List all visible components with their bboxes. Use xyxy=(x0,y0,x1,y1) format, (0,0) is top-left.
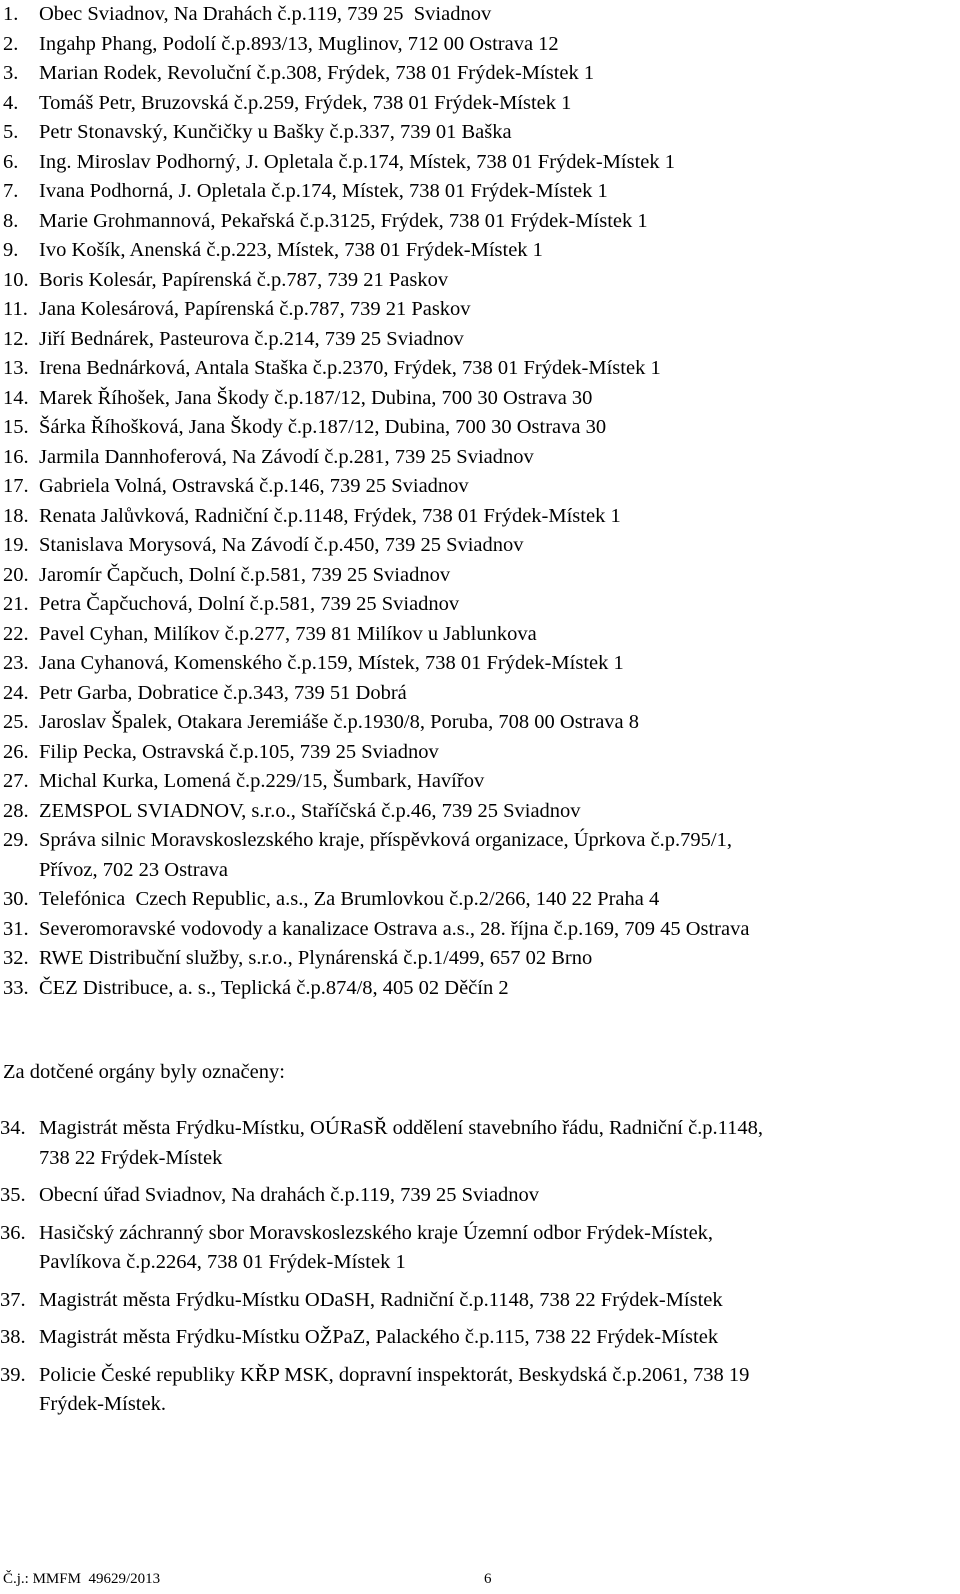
list-item xyxy=(0,767,960,797)
item-number: 11. xyxy=(3,298,28,320)
item-number: 16. xyxy=(3,445,29,468)
list-item xyxy=(0,1114,960,1173)
item-number: 3. xyxy=(3,62,19,84)
item-number: 1. xyxy=(3,3,19,25)
list-item xyxy=(0,915,960,945)
list-item xyxy=(0,207,960,237)
item-text xyxy=(39,1114,960,1173)
case-reference: Č.j.: MMFM 49629/2013 xyxy=(3,1571,161,1587)
item-number: 25. xyxy=(3,711,29,733)
list-item xyxy=(0,502,960,532)
item-line: Michal Kurka, Lomená č.p.229/15, Šumbark, Havířov xyxy=(39,770,485,792)
item-number: 20. xyxy=(3,563,29,586)
item-line: Jana Cyhanová, Komenského č.p.159, Místek, 738 01 Frýdek-Místek 1 xyxy=(39,652,624,674)
list-item xyxy=(0,708,960,738)
item-number: 26. xyxy=(3,740,29,763)
item-number: 21. xyxy=(3,593,29,615)
authority-list xyxy=(0,1114,960,1428)
item-line: Magistrát města Frýdku-Místku, OÚRaSŘ oddělení stavebního řádu, Radniční č.p.1148, xyxy=(39,1117,764,1139)
item-line: Telefónica Czech Republic, a.s., Za Brumlovkou č.p.2/266, 140 22 Praha 4 xyxy=(39,888,660,910)
item-number: 23. xyxy=(3,652,29,674)
list-item xyxy=(0,30,960,60)
item-number: 14. xyxy=(3,386,29,409)
item-text xyxy=(39,413,960,443)
item-text xyxy=(39,472,960,502)
item-text xyxy=(39,384,960,414)
item-line: Jiří Bednárek, Pasteurova č.p.214, 739 25 Sviadnov xyxy=(39,327,464,350)
list-item xyxy=(0,177,960,207)
list-item xyxy=(0,148,960,178)
item-number: 39. xyxy=(0,1363,26,1386)
item-text xyxy=(39,59,960,89)
list-item xyxy=(0,472,960,502)
list-item xyxy=(0,1181,960,1211)
item-text xyxy=(39,1323,960,1353)
list-item xyxy=(0,354,960,384)
item-text xyxy=(39,118,960,148)
item-line: Ing. Miroslav Podhorný, J. Opletala č.p.174, Místek, 738 01 Frýdek-Místek 1 xyxy=(39,150,676,173)
item-line: Petr Stonavský, Kunčičky u Bašky č.p.337, 739 01 Baška xyxy=(39,121,512,143)
list-item xyxy=(0,443,960,473)
item-text xyxy=(39,561,960,591)
item-line: ČEZ Distribuce, a. s., Teplická č.p.874/8, 405 02 Děčín 2 xyxy=(39,976,509,999)
item-number: 34. xyxy=(0,1117,26,1139)
item-number: 9. xyxy=(3,239,19,261)
item-number: 4. xyxy=(3,91,19,114)
item-text xyxy=(39,295,960,325)
item-number: 22. xyxy=(3,622,29,645)
item-number: 29. xyxy=(3,829,29,851)
item-line: Marian Rodek, Revoluční č.p.308, Frýdek, 738 01 Frýdek-Místek 1 xyxy=(39,62,595,84)
item-line: Jaroslav Špalek, Otakara Jeremiáše č.p.1930/8, Poruba, 708 00 Ostrava 8 xyxy=(39,711,640,733)
item-text xyxy=(39,679,960,709)
list-item xyxy=(0,413,960,443)
item-line: Filip Pecka, Ostravská č.p.105, 739 25 Sviadnov xyxy=(39,740,439,763)
list-item xyxy=(0,59,960,89)
item-number: 31. xyxy=(3,917,29,940)
item-number: 17. xyxy=(3,475,29,497)
list-item xyxy=(0,649,960,679)
list-item xyxy=(0,266,960,296)
list-item xyxy=(0,590,960,620)
item-line: Boris Kolesár, Papírenská č.p.787, 739 21 Paskov xyxy=(39,268,449,291)
item-text xyxy=(39,915,960,945)
list-item xyxy=(0,236,960,266)
item-text xyxy=(39,1286,960,1316)
list-item xyxy=(0,325,960,355)
item-line: Magistrát města Frýdku-Místku OŽPaZ, Palackého č.p.115, 738 22 Frýdek-Místek xyxy=(39,1326,719,1348)
item-text xyxy=(39,708,960,738)
item-text xyxy=(39,0,960,30)
list-item xyxy=(0,0,960,30)
item-text xyxy=(39,30,960,60)
list-item xyxy=(0,561,960,591)
item-number: 15. xyxy=(3,416,29,438)
list-item xyxy=(0,531,960,561)
item-line: Ivana Podhorná, J. Opletala č.p.174, Místek, 738 01 Frýdek-Místek 1 xyxy=(39,180,608,202)
item-line: Šárka Říhošková, Jana Škody č.p.187/12, Dubina, 700 30 Ostrava 30 xyxy=(39,416,607,438)
item-text xyxy=(39,531,960,561)
list-item xyxy=(0,944,960,974)
list-item xyxy=(0,1361,960,1420)
item-text xyxy=(39,325,960,355)
item-line: Správa silnic Moravskoslezského kraje, příspěvková organizace, Úprkova č.p.795/1, xyxy=(39,829,733,851)
list-item xyxy=(0,679,960,709)
item-text xyxy=(39,502,960,532)
item-text xyxy=(39,207,960,237)
item-text xyxy=(39,1361,960,1420)
list-item xyxy=(0,797,960,827)
item-line: ZEMSPOL SVIADNOV, s.r.o., Staříčská č.p.46, 739 25 Sviadnov xyxy=(39,799,581,822)
item-text xyxy=(39,1181,960,1211)
item-number: 38. xyxy=(0,1326,26,1348)
item-line: RWE Distribuční služby, s.r.o., Plynárenská č.p.1/499, 657 02 Brno xyxy=(39,947,593,969)
item-text xyxy=(39,738,960,768)
item-number: 5. xyxy=(3,121,19,143)
list-item xyxy=(0,826,960,885)
list-item xyxy=(0,295,960,325)
item-number: 8. xyxy=(3,209,19,232)
item-line: Obecní úřad Sviadnov, Na drahách č.p.119, 739 25 Sviadnov xyxy=(39,1184,540,1206)
item-number: 6. xyxy=(3,150,19,173)
item-text xyxy=(39,797,960,827)
list-item xyxy=(0,1219,960,1278)
item-number: 35. xyxy=(0,1184,26,1206)
item-line: Obec Sviadnov, Na Drahách č.p.119, 739 25 Sviadnov xyxy=(39,3,492,25)
list-item xyxy=(0,384,960,414)
item-line: Petra Čapčuchová, Dolní č.p.581, 739 25 Sviadnov xyxy=(39,593,460,615)
item-line: Pavlíkova č.p.2264, 738 01 Frýdek-Místek 1 xyxy=(39,1251,406,1273)
list-item xyxy=(0,89,960,119)
item-number: 24. xyxy=(3,681,29,704)
item-line: Severomoravské vodovody a kanalizace Ostrava a.s., 28. října č.p.169, 709 45 Ostrava xyxy=(39,917,750,940)
item-line: Petr Garba, Dobratice č.p.343, 739 51 Dobrá xyxy=(39,681,407,704)
item-number: 19. xyxy=(3,534,29,556)
item-text xyxy=(39,266,960,296)
item-text xyxy=(39,649,960,679)
item-number: 10. xyxy=(3,268,29,291)
item-text xyxy=(39,443,960,473)
item-line: 738 22 Frýdek-Místek xyxy=(39,1146,223,1169)
item-number: 28. xyxy=(3,799,29,822)
item-number: 30. xyxy=(3,888,29,910)
item-text xyxy=(39,590,960,620)
item-line: Stanislava Morysová, Na Závodí č.p.450, 739 25 Sviadnov xyxy=(39,534,524,556)
item-text xyxy=(39,767,960,797)
item-line: Tomáš Petr, Bruzovská č.p.259, Frýdek, 738 01 Frýdek-Místek 1 xyxy=(39,91,572,114)
item-text xyxy=(39,148,960,178)
list-item xyxy=(0,974,960,1004)
item-number: 37. xyxy=(0,1288,26,1311)
list-item xyxy=(0,885,960,915)
item-number: 2. xyxy=(3,32,19,55)
item-number: 27. xyxy=(3,770,29,792)
item-number: 18. xyxy=(3,504,29,527)
item-line: Gabriela Volná, Ostravská č.p.146, 739 25 Sviadnov xyxy=(39,475,469,497)
list-item xyxy=(0,118,960,148)
list-item xyxy=(0,620,960,650)
page-number: 6 xyxy=(484,1571,492,1587)
list-item xyxy=(0,738,960,768)
item-line: Ingahp Phang, Podolí č.p.893/13, Muglinov, 712 00 Ostrava 12 xyxy=(39,32,559,55)
item-line: Hasičský záchranný sbor Moravskoslezského kraje Územní odbor Frýdek-Místek, xyxy=(39,1221,714,1244)
item-line: Jana Kolesárová, Papírenská č.p.787, 739 21 Paskov xyxy=(39,298,471,320)
item-number: 7. xyxy=(3,180,19,202)
item-line: Jaromír Čapčuch, Dolní č.p.581, 739 25 Sviadnov xyxy=(39,563,451,586)
item-text xyxy=(39,944,960,974)
item-line: Renata Jalůvková, Radniční č.p.1148, Frýdek, 738 01 Frýdek-Místek 1 xyxy=(39,504,621,527)
item-line: Marek Říhošek, Jana Škody č.p.187/12, Dubina, 700 30 Ostrava 30 xyxy=(39,386,593,409)
item-text xyxy=(39,826,960,885)
item-number: 12. xyxy=(3,327,29,350)
item-line: Přívoz, 702 23 Ostrava xyxy=(39,858,229,881)
item-line: Pavel Cyhan, Milíkov č.p.277, 739 81 Milíkov u Jablunkova xyxy=(39,622,537,645)
item-text xyxy=(39,1219,960,1278)
item-text xyxy=(39,89,960,119)
authorities-heading: Za dotčené orgány byly označeny: xyxy=(3,1061,285,1083)
item-text xyxy=(39,620,960,650)
item-text xyxy=(39,974,960,1004)
item-line: Jarmila Dannhoferová, Na Závodí č.p.281, 739 25 Sviadnov xyxy=(39,445,534,468)
item-number: 13. xyxy=(3,357,29,379)
item-text xyxy=(39,177,960,207)
item-line: Marie Grohmannová, Pekařská č.p.3125, Frýdek, 738 01 Frýdek-Místek 1 xyxy=(39,209,648,232)
item-line: Policie České republiky KŘP MSK, dopravní inspektorát, Beskydská č.p.2061, 738 19 xyxy=(39,1363,750,1386)
item-line: Magistrát města Frýdku-Místku ODaSH, Radniční č.p.1148, 738 22 Frýdek-Místek xyxy=(39,1288,723,1311)
item-number: 33. xyxy=(3,976,29,999)
item-text xyxy=(39,354,960,384)
item-number: 36. xyxy=(0,1221,26,1244)
list-item xyxy=(0,1323,960,1353)
item-number: 32. xyxy=(3,947,29,969)
item-line: Irena Bednárková, Antala Staška č.p.2370, Frýdek, 738 01 Frýdek-Místek 1 xyxy=(39,357,661,379)
item-text xyxy=(39,885,960,915)
item-line: Ivo Košík, Anenská č.p.223, Místek, 738 01 Frýdek-Místek 1 xyxy=(39,239,543,261)
item-text xyxy=(39,236,960,266)
item-line: Frýdek-Místek. xyxy=(39,1393,166,1415)
list-item xyxy=(0,1286,960,1316)
